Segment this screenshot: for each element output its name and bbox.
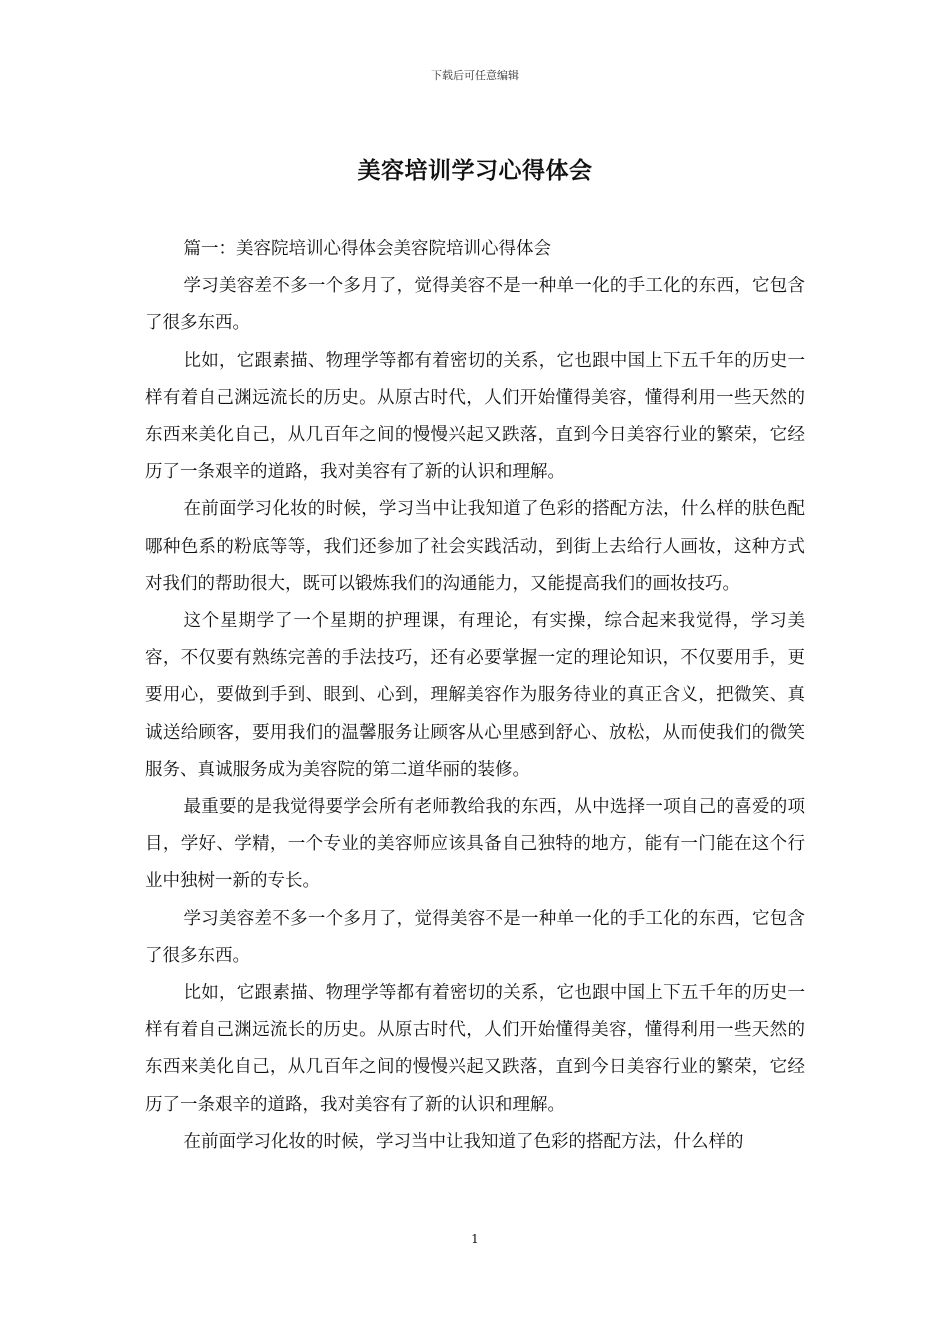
paragraph-1: 篇一：美容院培训心得体会美容院培训心得体会: [183, 239, 551, 259]
header-note: 下载后可任意编辑: [431, 69, 519, 82]
document-title: 美容培训学习心得体会: [357, 157, 593, 184]
paragraph-4: 在前面学习化妆的时候，学习当中让我知道了色彩的搭配方法，什么样的肤色配哪种色系的粉底等等，我们还参加了社会实践活动，到街上去给行人画妆，这种方式对我们的帮助很大，既可以锻炼我们的沟通能力，又能提高我们的画妆技巧。: [145, 499, 805, 594]
paragraph-3: 比如，它跟素描、物理学等都有着密切的关系，它也跟中国上下五千年的历史一样有着自己渊远流长的历史。从原古时代，人们开始懂得美容，懂得利用一些天然的东西来美化自己，从几百年之间的慢慢兴起又跌落，直到今日美容行业的繁荣，它经历了一条艰辛的道路，我对美容有了新的认识和理解。: [145, 350, 805, 483]
paragraph-7: 学习美容差不多一个多月了，觉得美容不是一种单一化的手工化的东西，它包含了很多东西。: [145, 908, 805, 966]
document-body: [145, 231, 805, 1161]
paragraph-8: 比如，它跟素描、物理学等都有着密切的关系，它也跟中国上下五千年的历史一样有着自己渊远流长的历史。从原古时代，人们开始懂得美容，懂得利用一些天然的东西来美化自己，从几百年之间的慢慢兴起又跌落，直到今日美容行业的繁荣，它经历了一条艰辛的道路，我对美容有了新的认识和理解。: [145, 983, 805, 1115]
page-number: 1: [471, 1232, 479, 1246]
paragraph-9: 在前面学习化妆的时候，学习当中让我知道了色彩的搭配方法，什么样的: [183, 1131, 744, 1152]
paragraph-6: 最重要的是我觉得要学会所有老师教给我的东西，从中选择一项自己的喜爱的项目，学好、学精，一个专业的美容师应该具备自己独特的地方，能有一门能在这个行业中独树一新的专长。: [145, 797, 805, 892]
paragraph-5: 这个星期学了一个星期的护理课，有理论，有实操，综合起来我觉得，学习美容，不仅要有熟练完善的手法技巧，还有必要掌握一定的理论知识，不仅要用手，更要用心，要做到手到、眼到、心到，理解美容作为服务待业的真正含义，把微笑、真诚送给顾客，要用我们的温馨服务让顾客从心里感到舒心、放松，从而使我们的微笑服务、真诚服务成为美容院的第二道华丽的装修。: [145, 611, 805, 780]
paragraph-2: 学习美容差不多一个多月了，觉得美容不是一种单一化的手工化的东西，它包含了很多东西。: [145, 276, 805, 334]
